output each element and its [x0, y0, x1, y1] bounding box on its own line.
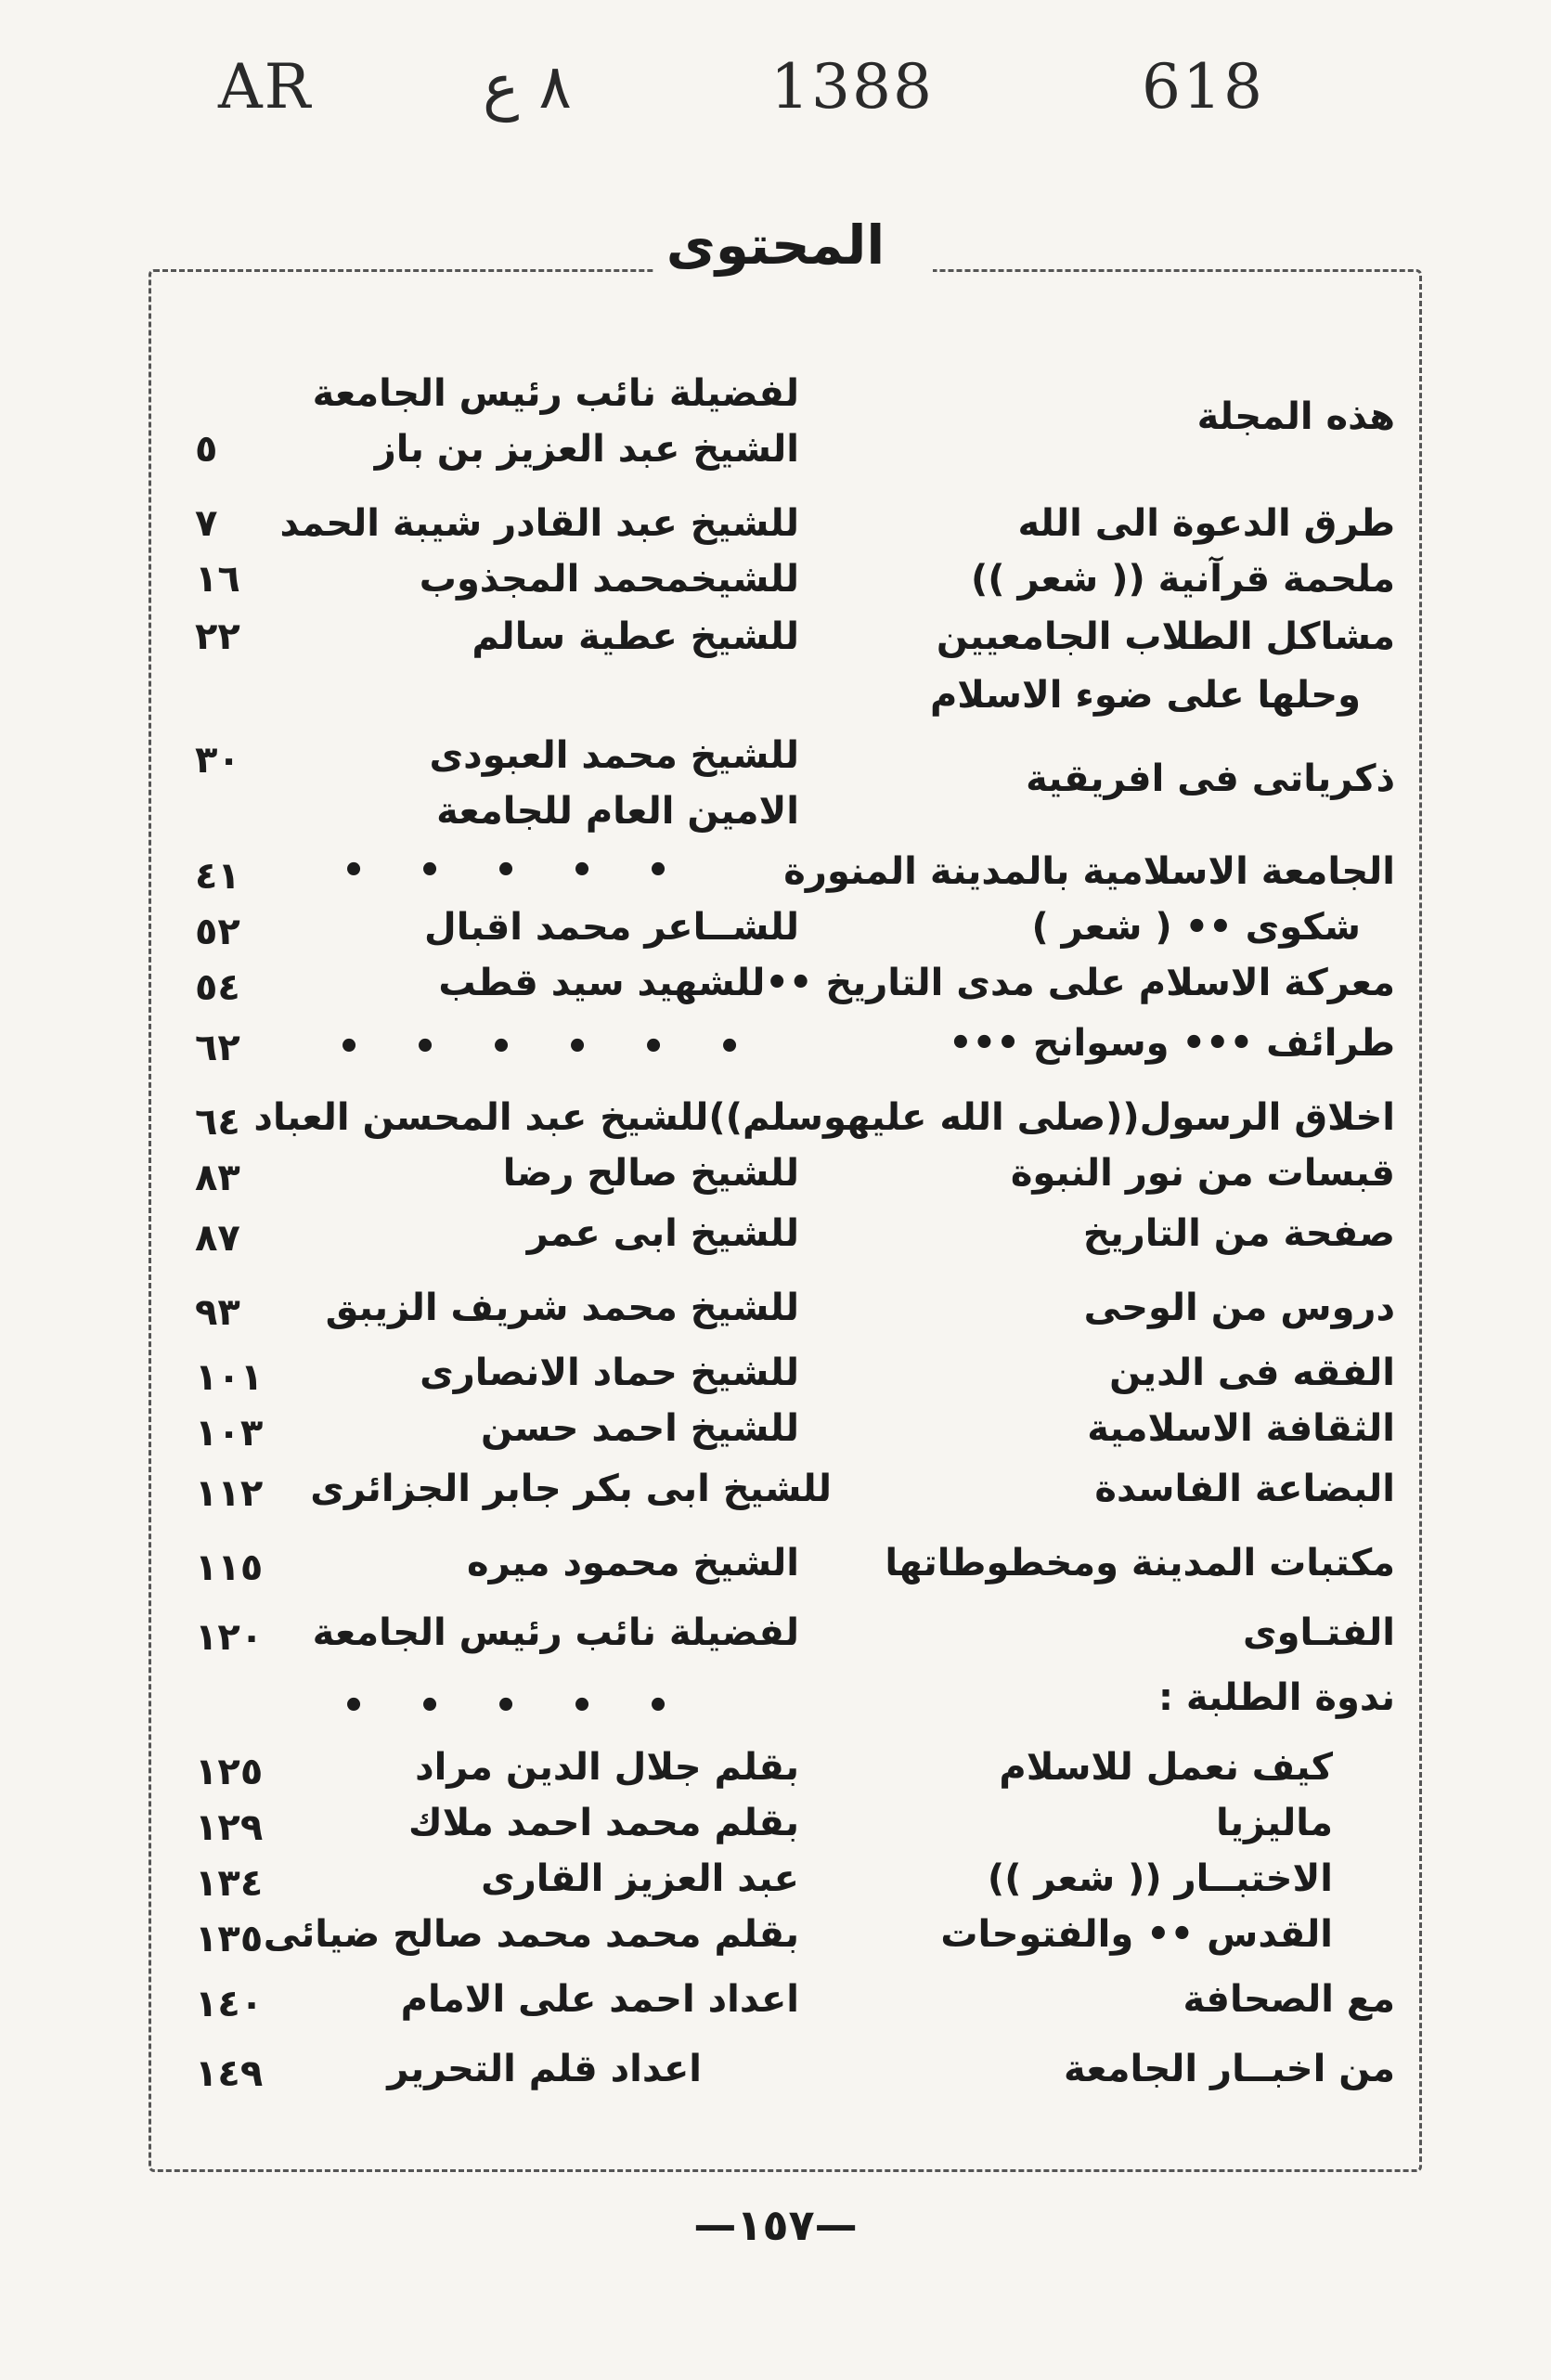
toc-title-15: البضاعة الفاسدة	[1094, 1468, 1395, 1510]
toc-author-12: للشيخ محمد شريف الزيبق	[325, 1287, 799, 1329]
toc-author2-0: الشيخ عبد العزيز بن باز	[374, 428, 799, 471]
toc-author-20: بقلم محمد احمد ملاك	[407, 1802, 799, 1844]
toc-title-12: دروس من الوحى	[1083, 1287, 1395, 1329]
toc-author-21: عبد العزيز القارى	[481, 1857, 799, 1900]
toc-author-16: الشيخ محمود ميره	[466, 1542, 799, 1585]
toc-title-3: مشاكل الطلاب الجامعيين	[936, 615, 1395, 658]
toc-author-23: اعداد احمد على الامام	[400, 1978, 799, 2021]
toc-title-22: القدس •• والفتوحات	[940, 1913, 1333, 1956]
toc-page-21: ١٣٤	[195, 1862, 264, 1905]
handwritten-note-3: 1388	[770, 51, 934, 123]
toc-author-17: لفضيلة نائب رئيس الجامعة	[312, 1611, 799, 1654]
toc-author-6: للشــاعر محمد اقبال	[424, 906, 799, 949]
toc-page-22: ١٣٥	[195, 1918, 264, 1960]
toc-page-15: ١١٢	[195, 1472, 264, 1515]
toc-title-10: قبسات من نور النبوة	[1010, 1152, 1395, 1195]
toc-author-4: للشيخ محمد العبودى	[429, 734, 799, 777]
toc-page-12: ٩٣	[195, 1291, 240, 1334]
toc-author-15: للشيخ ابى بكر جابر الجزائرى	[310, 1468, 832, 1510]
toc-author-19: بقلم جلال الدين مراد	[415, 1746, 799, 1789]
toc-title-2: ملحمة قرآنية (( شعر ))	[970, 558, 1395, 601]
toc-dots-5: • • • • •	[342, 849, 670, 892]
toc-page-0: ٥	[195, 428, 218, 471]
toc-page-2: ١٦	[195, 558, 240, 601]
toc-page-24: ١٤٩	[195, 2052, 264, 2095]
toc-page-11: ٨٧	[195, 1217, 240, 1260]
toc-author-11: للشيخ ابى عمر	[526, 1212, 799, 1255]
toc-title-0: هذه المجلة	[1196, 395, 1395, 438]
toc-author-22: بقلم محمد محمد صالح ضيائى	[263, 1913, 799, 1956]
toc-title-21: الاختبــار (( شعر ))	[987, 1857, 1333, 1900]
toc-page-10: ٨٣	[195, 1157, 240, 1199]
toc-page-6: ٥٢	[195, 911, 240, 953]
toc-author-2: للشيخمحمد المجذوب	[419, 558, 799, 601]
toc-page-23: ١٤٠	[195, 1983, 264, 2025]
toc-author-24: اعداد قلم التحرير	[387, 2048, 702, 2090]
toc-author-13: للشيخ حماد الانصارى	[420, 1352, 799, 1394]
toc-title-20: ماليزيا	[1215, 1802, 1333, 1844]
handwritten-note-1: AR	[218, 51, 313, 123]
toc-page-14: ١٠٣	[195, 1412, 264, 1455]
toc-title-24: من اخبــار الجامعة	[1063, 2048, 1395, 2090]
toc-dots-18: • • • • •	[342, 1685, 670, 1727]
toc-title-19: كيف نعمل للاسلام	[999, 1746, 1333, 1789]
toc-author-0: لفضيلة نائب رئيس الجامعة	[312, 372, 799, 415]
toc-author-3: للشيخ عطية سالم	[472, 615, 799, 658]
toc-title-8: طرائف ••• وسوانح •••	[949, 1022, 1395, 1065]
toc-title-23: مع الصحافة	[1183, 1978, 1395, 2021]
toc-title-14: الثقافة الاسلامية	[1087, 1407, 1395, 1450]
toc-author2-4: الامين العام للجامعة	[436, 790, 799, 833]
toc-title2-3: وحلها على ضوء الاسلام	[929, 674, 1361, 717]
toc-page-8: ٦٢	[195, 1027, 240, 1069]
toc-author-1: للشيخ عبد القادر شيبة الحمد	[279, 502, 799, 545]
toc-title-17: الفتـاوى	[1242, 1611, 1395, 1654]
handwritten-note-2: ٨ ع	[483, 51, 572, 123]
toc-title-18: ندوة الطلبة :	[1157, 1676, 1395, 1719]
toc-title-4: ذكرياتى فى افريقية	[1026, 757, 1395, 800]
page-number: —١٥٧—	[693, 2200, 858, 2250]
toc-title-11: صفحة من التاريخ	[1082, 1212, 1395, 1255]
toc-title-5: الجامعة الاسلامية بالمدينة المنورة	[783, 850, 1395, 893]
toc-page-3: ٢٢	[195, 615, 240, 658]
toc-title-7: معركة الاسلام على مدى التاريخ ••للشهيد سيد قطب	[438, 962, 1395, 1004]
toc-page-13: ١٠١	[195, 1356, 264, 1399]
toc-page-20: ١٢٩	[195, 1806, 264, 1849]
toc-page-19: ١٢٥	[195, 1751, 264, 1793]
toc-title-1: طرق الدعوة الى الله	[1017, 502, 1395, 545]
toc-title-9: اخلاق الرسول((صلى الله عليهوسلم))للشيخ عبد المحسن العباد	[253, 1096, 1395, 1139]
toc-title-16: مكتبات المدينة ومخطوطاتها	[885, 1542, 1395, 1585]
toc-title-13: الفقه فى الدين	[1109, 1352, 1395, 1394]
toc-page-4: ٣٠	[195, 739, 240, 782]
toc-dots-8: • • • • • •	[337, 1026, 742, 1068]
toc-page-5: ٤١	[195, 855, 240, 898]
toc-page-9: ٦٤	[195, 1101, 240, 1144]
toc-page-16: ١١٥	[195, 1546, 264, 1589]
page-title: المحتوى	[666, 213, 885, 277]
toc-title-6: شكوى •• ( شعر )	[1031, 906, 1361, 949]
toc-page-7: ٥٤	[195, 966, 240, 1009]
toc-page-17: ١٢٠	[195, 1616, 264, 1659]
toc-author-14: للشيخ احمد حسن	[480, 1407, 799, 1450]
toc-page-1: ٧	[195, 502, 218, 545]
handwritten-note-4: 618	[1142, 51, 1264, 123]
toc-author-10: للشيخ صالح رضا	[502, 1152, 799, 1195]
